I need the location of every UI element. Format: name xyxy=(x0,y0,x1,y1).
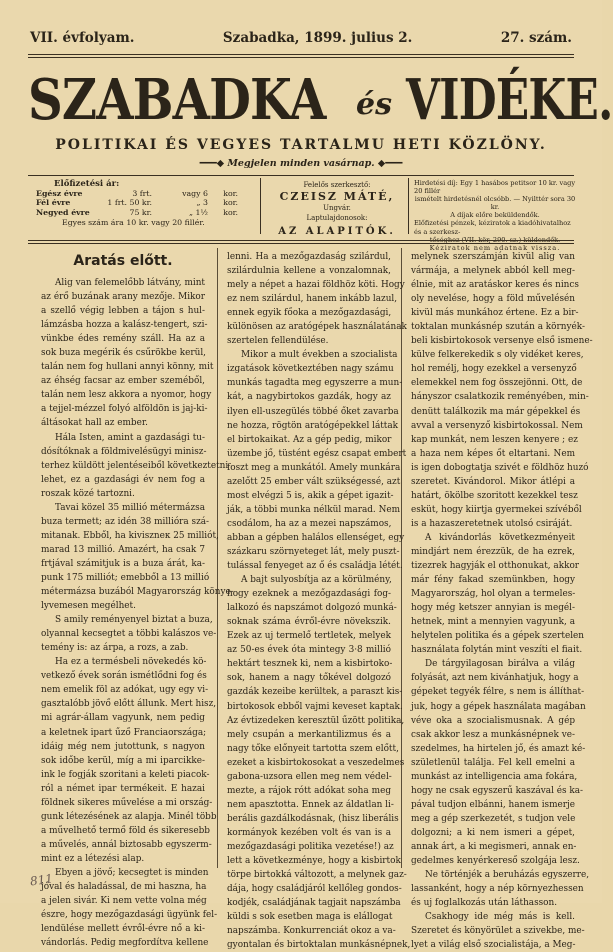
text-line: hogy ezeknek a mezőgazdasági fog- xyxy=(227,589,391,600)
text-line: mezte, a rájok rótt adókat soha meg xyxy=(227,785,391,796)
text-line: a tejjel-mézzel folyó alföldön is jaj-ki- xyxy=(41,404,208,415)
subscription-row: Egész évre 3 frt. vagy 6 kor. xyxy=(36,189,238,199)
text-line: ne hozza, rögtön aratógépekkel láttak xyxy=(227,420,399,431)
text-line: nem emelik föl az adókat, ugy egy vi- xyxy=(41,685,209,696)
editor-box xyxy=(272,180,402,239)
text-line: ez nem szilárdul, hanem inkább lazul, xyxy=(227,294,398,305)
text-line: tizezrek hagyják el otthonukat, akkor xyxy=(411,561,580,572)
text-line: mitanak. Ebből, ha kiviszneк 25 milliót, xyxy=(41,530,219,541)
info-top-rule xyxy=(28,175,574,176)
newspaper-subtitle: POLITIKAI ÉS VEGYES TARTALMU HETI KÖZLÖNY. xyxy=(55,137,547,153)
text-line: gépeket tegyék félre, s nem is állíthat- xyxy=(411,687,585,698)
info-bottom-rule-2 xyxy=(28,243,574,244)
text-line: a szellő végig lebben a tájon s hul- xyxy=(41,306,205,317)
text-line: métermázsa buzából Magyarország könye- xyxy=(41,587,234,598)
text-line: az éhség facsar az ember szeméből, xyxy=(41,376,205,387)
text-line: Az évtizedeken keresztül űzött politika, xyxy=(227,715,405,726)
text-line: izgatások következtében nagy számu xyxy=(227,364,394,375)
text-line: használata folytán mint veszíti el fiait. xyxy=(411,645,583,656)
text-line: most elvégzi 5 is, akik a gépet igazit- xyxy=(227,490,394,501)
text-line: dolgozni; a ki nem ismeri a gépet, xyxy=(411,827,575,838)
text-line: punk 175 milliót; emebből a 13 millió xyxy=(41,572,210,583)
text-line: ják, a többi munka nélkül marad. Nem xyxy=(227,504,401,515)
text-line: munkás tagadta meg egyszerre a mun- xyxy=(227,378,403,389)
info-bar xyxy=(28,178,576,252)
text-line: szertelen fellendülése. xyxy=(227,336,329,347)
editor-name: CZEISZ MÁTÉ, xyxy=(279,190,395,203)
text-line: A kivándorlás következményeit xyxy=(425,532,575,543)
text-line: folyását, azt nem kivánhatjuk, hogy a xyxy=(411,673,579,684)
text-line: az 50-es évek óta mintegy 3·8 millió xyxy=(227,645,391,656)
text-line: mely csupán a merkantilizmus és a xyxy=(227,729,391,740)
info-divider xyxy=(408,178,409,234)
masthead-title-1: SZABADKA xyxy=(28,67,326,133)
header-rule xyxy=(28,54,574,55)
text-line: frtjával számitjuk is a buza árát, ka- xyxy=(41,558,205,569)
column-2-text xyxy=(227,250,411,952)
article-title: Aratás előtt. xyxy=(73,253,173,269)
text-line: gedelmes kenyérkereső szolgája lesz. xyxy=(411,856,580,867)
text-line: ezeket a kisbirtokosokat a veszedelmes xyxy=(227,757,405,768)
editor-city: Ungvár. xyxy=(323,204,351,212)
text-line: olyannal kecsegtet a többi kalászos ve- xyxy=(41,629,217,640)
text-line: szeretet. Kivándorol. Mikor átlépi a xyxy=(411,476,575,487)
text-line: Magyarország, hol olyan a termeles- xyxy=(411,589,576,600)
text-line: észre, hogy mezőgazdasági ügyünk fel- xyxy=(41,910,218,921)
subscription-box xyxy=(36,180,246,227)
ads-box: Hirdetési díj: Egy 1 hasábos petitsor 10 kr. vagy 20 fillér ismételt hirdetésnél olcsóbb. — Nyilttér sora 30 kr. A díjak előre beküldendők. Előfizetési pénzek, kéziratok a kiadóhivatalhoz és a szerkesz- tőséghez (VII. kör, 290. sz.) küldendők. Kéziratok nem adatnak vissza. xyxy=(414,179,576,252)
archive-stamp: 811 xyxy=(29,871,54,889)
text-line: foszt meg a munkától. Amely munkára xyxy=(227,462,401,473)
text-line: különösen az aratógépek használatának xyxy=(227,322,407,333)
text-line: vándorlás. Pedig megfordítva kellene xyxy=(41,938,209,949)
text-line: ennek egyik főoka a mezőgazdasági, xyxy=(227,308,392,319)
text-line: mindjárt nem érezzük, de ha ezrek, xyxy=(411,546,575,557)
text-line: elemekkel nem fog összejönni. Ott, de xyxy=(411,378,583,389)
volume-label: VII. évfolyam. xyxy=(30,30,135,46)
text-line: szedelmes, ha hirtelen jő, és amazt ké- xyxy=(411,743,586,754)
text-line: lassanként, hogy a nép környezhessen xyxy=(411,884,584,895)
text-line: ról a német ipar termékeit. E hazai xyxy=(41,783,205,794)
text-line: helytelen politika és a gépek szertelen xyxy=(411,631,585,642)
text-line: határt, ökölbe szoritott kezekkel tesz xyxy=(411,490,578,501)
text-line: hektárt tesznek ki, nem a kisbirtoko- xyxy=(227,659,393,670)
single-copy-price: Egyes szám ára 10 kr. vagy 20 fillér. xyxy=(62,217,205,227)
text-line: avval a versenyző kisbirtokossal. Nem xyxy=(411,420,583,431)
text-line: kát, a nagybirtokos gazdák, hogy az xyxy=(227,392,391,403)
subscription-row: Negyed évre 75 kr. „ 1½ kor. xyxy=(36,207,238,217)
text-line: buza termett; az idén 38 millióra szá- xyxy=(41,516,210,527)
text-line: az érő buzának arany mezője. Mikor xyxy=(41,292,205,303)
text-line: kormányok kezében volt és van is a xyxy=(227,827,391,838)
article-column-2 xyxy=(227,250,411,952)
text-line: hogy még ketszer annyian is megél- xyxy=(411,603,575,614)
text-line: vetkező évek során ismétlődni fog és xyxy=(41,671,207,682)
text-line: hogy ne csak egyszerű kaszával és ka- xyxy=(411,785,584,796)
text-line: törpe birtokká változott, a melynek gaz- xyxy=(227,870,407,881)
text-line: talán nem lesz akkora a nyomor, hogy xyxy=(41,390,212,401)
text-line: esküt, hogy kiirtja gyermekei szívéből xyxy=(411,504,582,515)
article-column-3 xyxy=(411,250,593,952)
text-line: napszámba. Konkurrenciát okoz a va- xyxy=(227,926,396,937)
text-line: már fény fakad szemünkben, hogy xyxy=(411,575,575,586)
text-line: kap munkát, nem leszen kenyere ; ez xyxy=(411,434,578,445)
text-line: a művelhető termő föld és sikeresebb xyxy=(41,825,210,836)
text-line: dája, hogy családjáról kellőleg gondos- xyxy=(227,884,402,895)
text-line: sok buza megérik és csűrökbe kerül, xyxy=(41,348,206,359)
text-line: munkást az intelligencia ama fokára, xyxy=(411,771,578,782)
text-line: csak akkor lesz a munkásnépnek ve- xyxy=(411,729,575,740)
text-line: a keletnek ipart űző Franciaországa; xyxy=(41,727,207,738)
text-line: lett a következménye, hogy a kisbirtok xyxy=(227,856,401,867)
text-line: vármája, a melynek abból kell meg- xyxy=(411,266,575,277)
text-line: Alig van felemelőbb látvány, mint xyxy=(55,278,205,288)
text-line: Ebyen a jövő; kecsegtet is minden xyxy=(55,867,209,878)
ornament-right-icon: ◆━━━ xyxy=(374,158,403,169)
text-line: lámzásba hozza a kalász-tengert, szi- xyxy=(41,320,208,331)
text-line: mely a népet a hazai földhöz köti. Hogy xyxy=(227,280,405,291)
text-line: azelőtt 25 ember vált szükségessé, azt xyxy=(227,476,401,487)
text-line: lendülése mellett évről-évre nő a ki- xyxy=(41,924,205,935)
text-line: ilyen ell-uszegülés többé őket zavarba xyxy=(227,406,399,417)
text-line: pával tudjon elbánni, hanem ismerje xyxy=(411,799,576,810)
text-line: juk, hogy a gépek használata magában xyxy=(411,701,586,712)
text-line: tulással fenyeget az ő és családja létét. xyxy=(227,561,403,572)
text-line: ink le fogják szoritani a keleti piacok- xyxy=(41,769,210,780)
text-line: gunk létezésének az alapja. Minél több xyxy=(41,811,217,822)
masthead-title-3: VIDÉKE. xyxy=(406,67,613,133)
text-line: sok időbe kerül, míg a mi iparcikke- xyxy=(41,755,205,766)
text-line: szilárdulnia kellene a vonzalomnak, xyxy=(227,266,391,277)
text-line: is a hazaszeretetnek utolsó csiráját. xyxy=(411,518,573,529)
text-line: denütt találkozik ma már gépekkel és xyxy=(411,406,581,417)
info-bottom-rule xyxy=(28,240,574,241)
text-line: gyontalan és birtoktalan munkásnépnek, xyxy=(227,940,411,951)
text-line: Szeretet és könyörület a szivekbe, me- xyxy=(411,926,585,937)
text-line: berális gazdálkodásnak, (hisz liberális xyxy=(227,813,399,824)
ornament-left-icon: ━━━◆ xyxy=(199,158,228,169)
text-line: véve oka a szocialismusnak. A gép xyxy=(411,715,575,726)
text-line: lenni. Ha a mezőgazdaság szilárdul, xyxy=(227,252,391,262)
text-line: sok, hanem a nagy tőkével dolgozó xyxy=(227,673,391,684)
text-line: mint ez a létezési alap. xyxy=(41,853,145,864)
text-line: lalkozó és napszámot dolgozó munká- xyxy=(227,603,397,614)
text-line: beli kisbirtokosok versenye első ismene- xyxy=(411,336,593,347)
text-line: üzembe jő, tüstént egész csapat embert xyxy=(227,448,407,459)
owners: AZ ALAPITÓK. xyxy=(278,226,396,237)
text-line: Mikor a mult években a szocialista xyxy=(241,350,398,361)
text-line: lehet, ez a gazdasági év nem fog a xyxy=(41,474,205,485)
text-line: mezőgazdasági politika vezetése!) az xyxy=(227,841,394,852)
text-line: a művelés, annál biztosabb egyszerm- xyxy=(41,839,212,850)
text-line: annak árt, a ki megismeri, annak en- xyxy=(411,841,577,852)
text-line: vünkbe édes remény száll. Ha az a xyxy=(41,334,205,345)
masthead xyxy=(28,67,613,133)
text-line: gabona-uzsora ellen meg nem védel- xyxy=(227,771,392,782)
text-line: soknak száma évről-évre növekszik. xyxy=(227,617,391,628)
info-divider xyxy=(260,178,261,234)
text-line: Ha ez a termésbeli növekedés kö- xyxy=(55,657,207,668)
column-3-text xyxy=(411,250,593,952)
owner-label: Laptulajdonosok: xyxy=(306,214,368,222)
masthead-title-2: és xyxy=(356,87,392,122)
text-line: temény is: az árpa, a rozs, a zab. xyxy=(41,643,189,654)
column-divider xyxy=(217,248,218,868)
text-line: dósítóknak a földmivelésügyi minisz- xyxy=(41,446,207,457)
text-line: hetnek, mint a mennyien vagyunk, a xyxy=(411,617,575,628)
text-line: abban a gépben halálos ellenséget, egy xyxy=(227,532,405,543)
text-line: lyvemesen megélhet. xyxy=(41,601,136,612)
text-line: élnie, mit az aratáskor keres és nincs xyxy=(411,280,579,291)
subscription-row: Fél évre 1 frt. 50 kr. „ 3 kor. xyxy=(36,198,238,208)
text-line: Tavai közel 35 millió métermázsa xyxy=(55,502,205,513)
text-line: lyet a világ első szocialistája, a Meg- xyxy=(411,940,576,951)
text-line: is igen dobogtatja szivét e földhöz huzó xyxy=(411,462,589,473)
text-line: küldi s sok esetben maga is elállogat xyxy=(227,912,393,923)
text-line: marad 13 millió. Amazért, ha csak 7 xyxy=(41,544,205,555)
subscription-title: Előfizetési ár: xyxy=(54,179,120,189)
column-divider xyxy=(401,248,402,868)
text-line: nem apasztotta. Ennek az áldatlan li- xyxy=(227,799,394,810)
dateline: Szabadka, 1899. julius 2. xyxy=(222,30,413,46)
text-line: csodálom, ha az a mezei napszámos, xyxy=(227,518,392,529)
article-column-1 xyxy=(41,250,234,950)
text-line: születlenül találja. Fel kell emelni a xyxy=(411,757,575,768)
text-line: meg a gép szerkezetét, s tudjon vele xyxy=(411,813,576,824)
text-line: kodjék, családjának tagjait napszámba xyxy=(227,898,401,909)
text-line: külve felkerekedik s oly vidéket keres, xyxy=(411,350,584,361)
issue-header xyxy=(30,30,572,48)
text-line: roszak közé tartozni. xyxy=(41,488,135,499)
text-line: terhez küldött jelentéseiből következtetni xyxy=(41,460,229,471)
text-line: hol remélj, hogy ezekkel a versenyző xyxy=(411,364,577,375)
text-line: nagy tőke előnyeit tartotta szem előtt, xyxy=(227,743,399,754)
text-line: gasztalóbb jövő előtt állunk. Mert hisz, xyxy=(41,699,217,710)
text-line: kivül más munkához értene. Ez a bir- xyxy=(411,308,579,319)
text-line: Ezek az uj termelő tertletek, melyek xyxy=(227,631,391,642)
text-line: toktalan munkásnép szután a környék- xyxy=(411,322,585,333)
text-line: Csakhogy ide még más is kell. xyxy=(425,912,575,923)
publication-note: ━━━◆ Megjelen minden vasárnap. ◆━━━ xyxy=(199,158,403,169)
text-line: talán nem fog hullani annyi könny, mit xyxy=(41,362,214,373)
text-line: birtokosok ebből vajmi keveset kaptak. xyxy=(227,701,403,712)
text-line: A bajt sulyosbítja az a körülmény, xyxy=(241,575,392,586)
text-line: gazdák kezeibe kerültek, a paraszt kis- xyxy=(227,687,403,698)
text-line: el birtokaikat. Az a gép pedig, mikor xyxy=(227,434,392,445)
text-line: hányszor csalatkozik reményében, min- xyxy=(411,392,589,403)
text-line: De tárgyilagosan birálva a világ xyxy=(425,659,575,670)
text-line: Ne történjék a beruházás egyszerre, xyxy=(425,870,590,881)
text-line: százkaru szörnyeteget lát, mely puszt- xyxy=(227,546,400,557)
text-line: mi agrár-állam vagyunk, nem pedig xyxy=(41,713,205,724)
text-line: a jelen sivár. Ki nem vette volna még xyxy=(41,896,207,907)
text-line: S amily reményenyel biztat a buza, xyxy=(55,615,213,626)
issue-number: 27. szám. xyxy=(500,30,572,46)
text-line: a haza nem képes őt eltartani. Nem xyxy=(411,448,575,459)
column-1-text xyxy=(41,276,234,950)
text-line: Hála Isten, amint a gazdasági tu- xyxy=(55,432,205,443)
text-line: idáig még nem jutottunk, s nagyon xyxy=(41,741,205,752)
text-line: áltásokat hall az ember. xyxy=(41,418,148,429)
header-rule-2 xyxy=(28,57,574,58)
text-line: melynek szerszámján kivül alig van xyxy=(411,252,575,262)
text-line: oly nevelése, hogy a föld művelésén xyxy=(411,294,575,305)
text-line: és uj foglalkozás után láthasson. xyxy=(411,898,558,909)
editor-role: Felelős szerkesztő: xyxy=(303,181,371,189)
text-line: jóval és haladással, de mi haszna, ha xyxy=(41,882,207,893)
text-line: földnek sikeres művelése a mi ország- xyxy=(41,797,213,808)
